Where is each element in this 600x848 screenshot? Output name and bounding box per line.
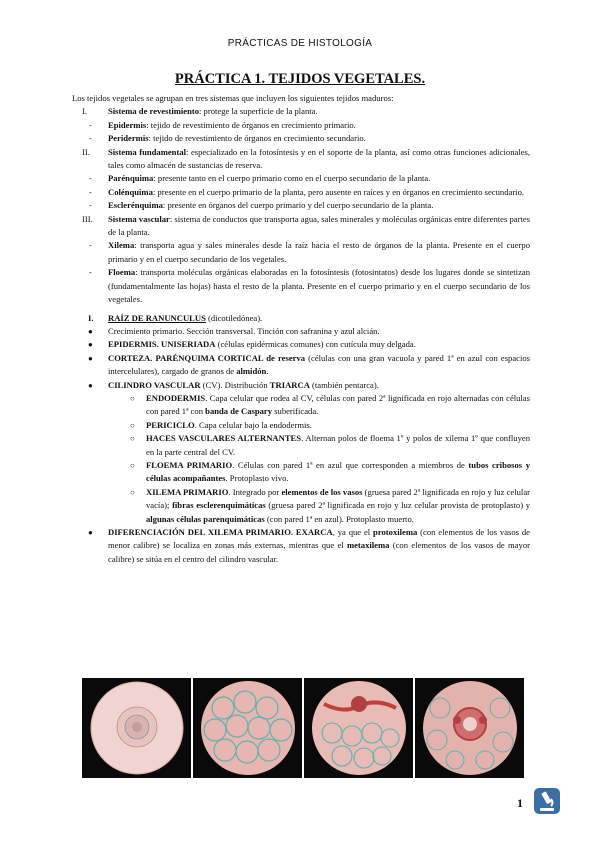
bullet-text: (gruesa pared 2ª lignificada en rojo y luz celular provista de protoplasto) y: [265, 500, 531, 511]
dash-marker: -: [89, 267, 92, 278]
bullet-bold: TRIARCA: [269, 379, 310, 390]
dash-marker: -: [89, 240, 92, 251]
tissue-item: [72, 186, 530, 199]
bullet-marker: ●: [88, 528, 93, 537]
bullet-bold: PERICICLO: [146, 419, 195, 430]
bullet-item: [72, 352, 530, 379]
bullet-text: . Alternan polos de floema 1º y polos de xilema 1º que confluyen en la parte central del CV.: [146, 433, 530, 457]
bullet-bold: tubos cribosos y células acompañantes: [146, 459, 530, 484]
sub-bullet-item: [72, 392, 530, 419]
bullet-item: [72, 338, 530, 351]
section-number: I.: [88, 312, 94, 323]
bullet-text: (células con una gran vacuola y pared 1ª en azul con espacios intercelulares), cargado de granos de: [108, 352, 530, 377]
dash-marker: -: [89, 119, 92, 130]
bullet-text: . Células con pared 1ª en azul que corresponden a miembros de: [232, 459, 469, 470]
bullet-text: . Capa celular bajo la endodermis.: [194, 419, 312, 430]
dash-marker: -: [89, 186, 92, 197]
bullet-bold: EPIDERMIS. UNISERIADA: [108, 339, 216, 350]
bullet-bold: ENDODERMIS: [146, 392, 206, 403]
bullet-marker: ●: [88, 326, 93, 336]
bullet-text: . Integrado por: [228, 486, 282, 497]
micrograph-xylem-detail: [415, 678, 524, 778]
bullet-text: suberificada.: [272, 406, 319, 417]
bullet-bold: HACES VASCULARES ALTERNANTES: [146, 433, 302, 444]
tissue-item: [72, 132, 530, 145]
system-name: Sistema de revestimiento: [108, 106, 200, 117]
section-title: RAÍZ DE RANUNCULUS: [108, 312, 206, 323]
dash-marker: -: [89, 173, 92, 184]
system-numeral: II.: [82, 146, 90, 157]
system-item: [72, 213, 530, 240]
sub-bullet-item: [72, 459, 530, 486]
bullet-text: . Protoplasto vivo.: [225, 473, 289, 484]
tissue-item: [72, 266, 530, 306]
circle-marker: ○: [130, 393, 135, 403]
bullet-text: Crecimiento primario. Sección transversal. Tinción con safranina y azul alcián.: [108, 325, 380, 336]
system-desc: : sistema de conductos que transporta agua, sales minerales y moléculas orgánicas entre diferentes partes de la planta.: [108, 213, 530, 238]
system-desc: : protege la superficie de la planta.: [199, 106, 318, 117]
bullet-item: [72, 526, 530, 566]
tissue-name: Colénquima: [108, 186, 153, 197]
intro-paragraph: Los tejidos vegetales se agrupan en tres sistemas que incluyen los siguientes tejidos maduros:: [72, 93, 394, 103]
bullet-text: .: [266, 366, 269, 377]
bullet-bold: banda de Caspary: [205, 406, 273, 417]
system-desc: : especializado en la fotosíntesis y en el soporte de la planta, así como otras funciones adicionales, tales como almacén de sustancias de reserva.: [108, 146, 530, 171]
bullet-text: , ya que el: [332, 527, 374, 537]
tissue-desc: : transporta moléculas orgánicas elaboradas en la fotosíntesis (fotosintatos) desde los lugares donde se sintetizan (fundamentalmente las hojas) hasta el resto de la planta. Presente en el cuerpo primario y en el cuerpo secundario de los vegetales.: [108, 267, 530, 305]
page-title: PRÁCTICA 1. TEJIDOS VEGETALES.: [174, 71, 426, 87]
system-numeral: III.: [82, 213, 93, 224]
bullet-bold: CORTEZA. PARÉNQUIMA CORTICAL de reserva: [108, 352, 306, 363]
sub-bullet-item: [72, 432, 530, 459]
bullet-bold: DIFERENCIACIÓN DEL XILEMA PRIMARIO. EXARCA: [108, 527, 333, 537]
bullet-marker: ●: [88, 380, 93, 390]
circle-marker: ○: [130, 434, 135, 444]
bullet-text: (CV). Distribución: [200, 379, 270, 390]
tissue-desc: : transporta agua y sales minerales desde la raíz hacia el resto de órganos de la planta. Presente en el cuerpo primario y en el cuerpo secundario de los vegetales.: [108, 240, 530, 264]
tissue-name: Parénquima: [108, 173, 154, 184]
bullet-marker: ●: [88, 340, 93, 350]
micrograph-cortex: [193, 678, 302, 778]
tissue-desc: : presente tanto en el cuerpo primario como en el cuerpo secundario de la planta.: [153, 173, 431, 184]
bullet-bold: elementos de los vasos: [281, 486, 363, 497]
page-header: PRÁCTICAS DE HISTOLOGÍA: [227, 38, 373, 49]
tissue-item: [72, 172, 530, 185]
tissue-name: Epidermis: [108, 119, 147, 130]
bullet-bold: XILEMA PRIMARIO: [146, 486, 229, 497]
bullet-text: (gruesa pared 2ª lignificada en rojo y luz celular vacía);: [146, 486, 530, 511]
circle-marker: ○: [130, 420, 135, 430]
bullet-bold: almidón: [236, 366, 267, 377]
bullet-bold: fibras esclerenquimáticas: [172, 500, 266, 511]
system-item: [72, 105, 530, 118]
circle-marker: ○: [130, 487, 135, 497]
bullet-bold: algunas células parenquimáticas: [146, 513, 265, 524]
tissue-desc: : presente en órganos del cuerpo primario y del cuerpo secundario de la planta.: [162, 200, 434, 211]
system-item: [72, 146, 530, 173]
tissue-item: [72, 199, 530, 212]
microscope-icon: [532, 786, 562, 816]
tissue-name: Esclerénquima: [108, 200, 163, 211]
sub-bullet-item: [72, 486, 530, 526]
bullet-marker: ●: [88, 353, 93, 363]
dash-marker: -: [89, 133, 92, 144]
bullet-item: [72, 379, 530, 392]
tissue-item: [72, 119, 530, 132]
section-heading: [72, 312, 530, 325]
system-numeral: I.: [82, 106, 88, 117]
tissue-item: [72, 239, 530, 266]
bullet-text: (también pentarca).: [309, 379, 379, 390]
tissue-name: Peridermis: [108, 133, 149, 144]
micrograph-vascular-cylinder: [304, 678, 413, 778]
system-name: Sistema fundamental: [108, 146, 186, 157]
sub-bullet-item: [72, 419, 530, 432]
micrograph-low-magnification: [82, 678, 191, 778]
system-name: Sistema vascular: [108, 213, 170, 224]
document-body: [72, 92, 530, 566]
bullet-text: (con elementos de los vasos de mayor calibre) se sitúa en el centro del cilindro vascular.: [108, 540, 531, 564]
page-number: 1: [517, 796, 523, 810]
bullet-bold: CILINDRO VASCULAR: [108, 379, 201, 390]
bullet-text: . Capa celular que rodea al CV, células con pared 2ª lignificada en rojo alternadas con células con pared 1ª con: [146, 392, 530, 417]
tissue-name: Floema: [108, 267, 136, 278]
tissue-desc: : presente en el cuerpo primario de la planta, pero ausente en raíces y en órganos en crecimiento secundario.: [152, 186, 525, 197]
micrograph-strip: [82, 678, 524, 778]
bullet-item: [72, 325, 530, 338]
bullet-bold: protoxilema: [373, 527, 418, 537]
circle-marker: ○: [130, 460, 135, 470]
dash-marker: -: [89, 200, 92, 211]
bullet-bold: FLOEMA PRIMARIO: [146, 459, 233, 470]
bullet-text: (con elementos de los vasos de menor calibre) se localiza en zonas más externas, mientras que el: [108, 527, 530, 551]
tissue-name: Xilema: [108, 240, 135, 251]
bullet-bold: metaxilema: [346, 540, 390, 551]
section-title-note: (dicotiledónea).: [205, 312, 263, 323]
bullet-text: (células epidérmicas comunes) con cutícula muy delgada.: [215, 339, 416, 350]
bullet-text: (con pared 1ª en azul). Protoplasto muerto.: [264, 513, 414, 524]
tissue-desc: : tejido de revestimiento de órganos en crecimiento secundario.: [148, 133, 366, 144]
tissue-desc: : tejido de revestimiento de órganos en crecimiento primario.: [146, 119, 356, 130]
